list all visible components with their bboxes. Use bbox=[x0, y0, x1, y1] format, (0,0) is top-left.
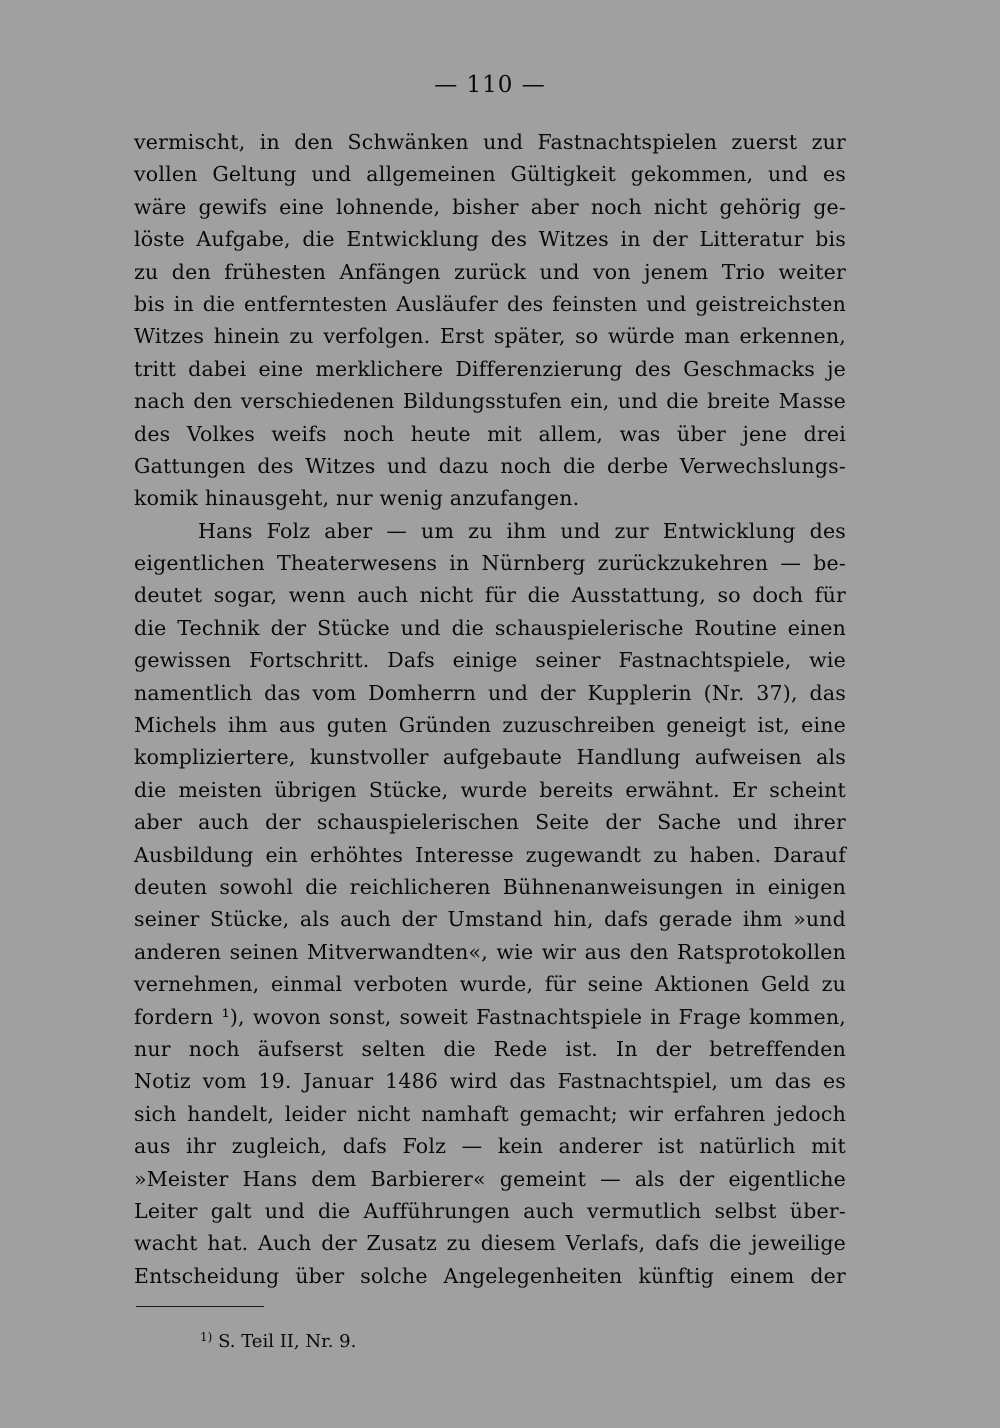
text-line: löste Aufgabe, die Entwicklung des Witzes in der Litteratur bis bbox=[134, 227, 846, 252]
paragraph-start-line: Hans Folz aber — um zu ihm und zur Entwicklung des bbox=[198, 518, 846, 543]
paragraph-end-line: komik hinausgeht, nur wenig anzufangen. bbox=[134, 486, 580, 511]
text-line: vollen Geltung und allgemeinen Gültigkeit gekommen, und es bbox=[134, 162, 846, 187]
body-text bbox=[134, 126, 846, 1292]
text-line: gewissen Fortschritt. Dafs einige seiner Fastnachtspiele, wie bbox=[134, 648, 846, 673]
text-line: wacht hat. Auch der Zusatz zu diesem Verlafs, dafs die jeweilige bbox=[134, 1231, 846, 1256]
text-line: die meisten übrigen Stücke, wurde bereits erwähnt. Er scheint bbox=[134, 777, 846, 802]
text-line: namentlich das vom Domherrn und der Kupplerin (Nr. 37), das bbox=[134, 680, 846, 705]
text-line: aus ihr zugleich, dafs Folz — kein anderer ist natürlich mit bbox=[134, 1134, 846, 1159]
text-line: die Technik der Stücke und die schauspielerische Routine einen bbox=[134, 615, 846, 640]
text-line: eigentlichen Theaterwesens in Nürnberg zurückzukehren — be- bbox=[134, 551, 846, 576]
text-line: fordern ¹), wovon sonst, soweit Fastnachtspiele in Frage kommen, bbox=[134, 1004, 846, 1029]
text-line: deuten sowohl die reichlicheren Bühnenanweisungen in einigen bbox=[134, 874, 846, 899]
text-line: Leiter galt und die Aufführungen auch vermutlich selbst über- bbox=[134, 1198, 846, 1223]
text-line: zu den frühesten Anfängen zurück und von jenem Trio weiter bbox=[134, 259, 846, 284]
footnote-separator bbox=[136, 1306, 264, 1307]
text-line: Entscheidung über solche Angelegenheiten künftig einem der bbox=[134, 1263, 846, 1288]
text-line: des Volkes weifs noch heute mit allem, was über jene drei bbox=[134, 421, 846, 446]
page-number: — 110 — bbox=[434, 72, 546, 98]
text-line: Witzes hinein zu verfolgen. Erst später, so würde man erkennen, bbox=[134, 324, 846, 349]
footnote bbox=[200, 1330, 356, 1352]
text-line: nur noch äufserst selten die Rede ist. In der betreffenden bbox=[134, 1036, 846, 1061]
text-line: »Meister Hans dem Barbierer« gemeint — als der eigentliche bbox=[134, 1166, 846, 1191]
text-line: bis in die entferntesten Ausläufer des feinsten und geistreichsten bbox=[134, 291, 846, 316]
text-line: Notiz vom 19. Januar 1486 wird das Fastnachtspiel, um das es bbox=[134, 1069, 846, 1094]
text-line: anderen seinen Mitverwandten«, wie wir aus den Ratsprotokollen bbox=[134, 939, 846, 964]
text-line: sich handelt, leider nicht namhaft gemacht; wir erfahren jedoch bbox=[134, 1101, 846, 1126]
text-line: aber auch der schauspielerischen Seite der Sache und ihrer bbox=[134, 810, 846, 835]
text-line: wäre gewifs eine lohnende, bisher aber noch nicht gehörig ge- bbox=[134, 194, 846, 219]
text-line: vernehmen, einmal verboten wurde, für seine Aktionen Geld zu bbox=[134, 972, 846, 997]
text-line: kompliziertere, kunstvoller aufgebaute Handlung aufweisen als bbox=[134, 745, 846, 770]
text-line: deutet sogar, wenn auch nicht für die Ausstattung, so doch für bbox=[134, 583, 846, 608]
footnote-text: S. Teil II, Nr. 9. bbox=[218, 1331, 357, 1352]
footnote-marker: 1) bbox=[200, 1330, 213, 1344]
text-line: vermischt, in den Schwänken und Fastnachtspielen zuerst zur bbox=[134, 130, 846, 154]
text-line: Ausbildung ein erhöhtes Interesse zugewandt zu haben. Darauf bbox=[134, 842, 846, 867]
text-line: tritt dabei eine merklichere Differenzierung des Geschmacks je bbox=[134, 356, 846, 381]
text-line: nach den verschiedenen Bildungsstufen ein, und die breite Masse bbox=[134, 389, 846, 414]
text-line: Gattungen des Witzes und dazu noch die derbe Verwechslungs- bbox=[134, 453, 846, 478]
text-line: Michels ihm aus guten Gründen zuzuschreiben geneigt ist, eine bbox=[134, 713, 846, 738]
text-line: seiner Stücke, als auch der Umstand hin, dafs gerade ihm »und bbox=[134, 907, 846, 932]
